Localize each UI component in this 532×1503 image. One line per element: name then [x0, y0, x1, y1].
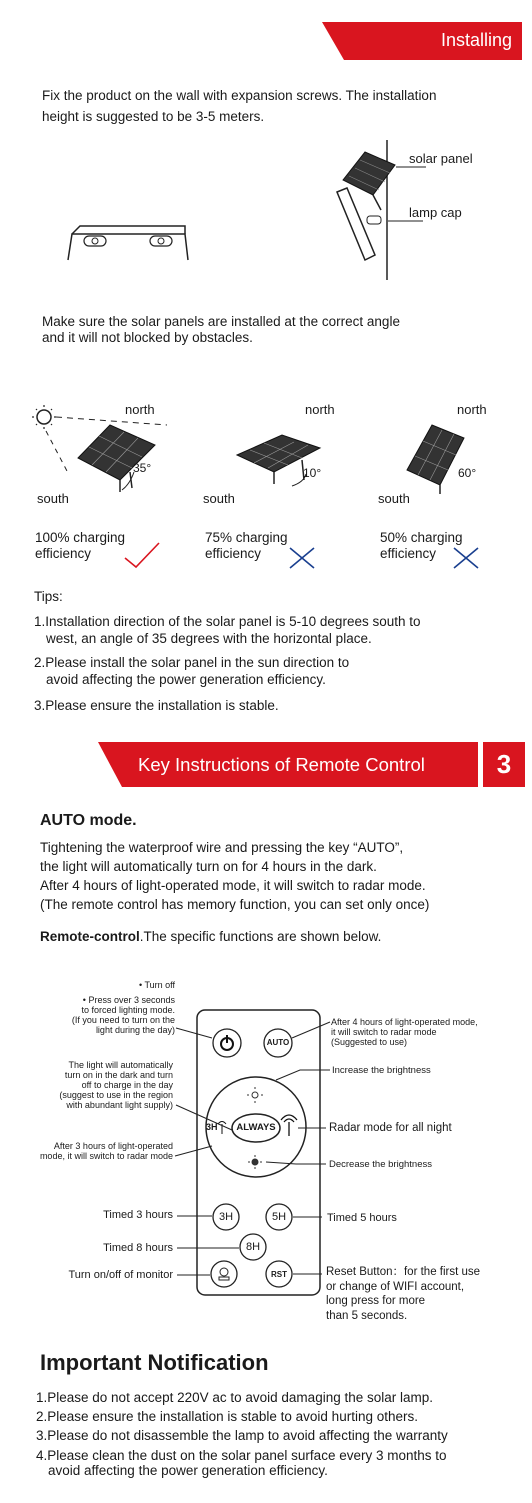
timer-5h-button[interactable]: 5H — [271, 1211, 287, 1223]
north-label: north — [305, 402, 335, 417]
cross-icon — [288, 546, 316, 570]
timed-5-label: Timed 5 hours — [327, 1212, 397, 1224]
auto-mode-text — [40, 838, 429, 914]
remote-banner — [98, 742, 478, 787]
angle-label: 10° — [303, 466, 322, 480]
auto-line: (The remote control has memory function, you can set only once) — [40, 897, 430, 912]
always-button[interactable]: ALWAYS — [236, 1122, 276, 1133]
left-3h-indicator: 3H — [206, 1122, 218, 1132]
check-icon — [122, 540, 162, 570]
force-light-label — [48, 995, 175, 1035]
angle-note-line: Make sure the solar panels are installed at the correct angle — [42, 314, 400, 329]
panel-10-illustration — [232, 430, 327, 490]
auto-button[interactable]: AUTO — [266, 1038, 290, 1047]
tip-1 — [34, 613, 421, 647]
angle-note-line: and it will not blocked by obstacles. — [42, 330, 253, 345]
south-label: south — [378, 491, 410, 506]
tip-line: 2.Please install the solar panel in the sun direction to — [34, 655, 350, 670]
label-line: Reset Button：for the first use — [326, 1266, 481, 1278]
installing-banner — [322, 22, 522, 60]
label-line: with abundant light supply) — [66, 1100, 173, 1110]
label-line: off to charge in the day — [81, 1080, 173, 1090]
efficiency-50 — [380, 530, 463, 562]
notification-list — [36, 1388, 448, 1478]
label-line: turn on in the dark and turn — [64, 1070, 173, 1080]
auto-line: Tightening the waterproof wire and pressing the key “AUTO”, — [40, 840, 404, 855]
notification-item: 1.Please do not accept 220V ac to avoid damaging the solar lamp. — [36, 1390, 434, 1405]
efficiency-75 — [205, 530, 288, 562]
label-lamp-cap: lamp cap — [409, 205, 462, 220]
rc-bold: Remote-control — [40, 929, 140, 944]
north-label: north — [457, 402, 487, 417]
notification-item: 3.Please do not disassemble the lamp to avoid affecting the warranty — [36, 1428, 448, 1443]
efficiency-100 — [35, 530, 125, 562]
intro-line: Fix the product on the wall with expansion screws. The installation — [42, 88, 437, 103]
efficiency-line: 50% charging — [380, 530, 463, 545]
remote-control-intro — [40, 929, 381, 944]
reset-button[interactable]: RST — [271, 1270, 287, 1279]
timed-3-label: Timed 3 hours — [103, 1209, 173, 1221]
panel-60-illustration — [402, 420, 472, 495]
install-intro — [42, 85, 512, 127]
leader-line — [396, 164, 426, 170]
panel-35-illustration — [70, 420, 165, 495]
reset-label — [326, 1265, 480, 1323]
wall-bracket-illustration — [60, 222, 195, 267]
intro-line: height is suggested to be 3-5 meters. — [42, 109, 265, 124]
cross-icon — [452, 546, 480, 570]
notification-item: avoid affecting the power generation efficiency. — [48, 1463, 328, 1478]
label-line: than 5 seconds. — [326, 1309, 408, 1322]
label-line: After 3 hours of light-operated — [53, 1141, 173, 1151]
label-line: light during the day) — [95, 1025, 175, 1035]
south-label: south — [203, 491, 235, 506]
auto-mode-label — [331, 1017, 478, 1047]
monitor-label: Turn on/off of monitor — [68, 1269, 173, 1281]
decrease-label: Decrease the brightness — [329, 1159, 432, 1170]
north-label: north — [125, 402, 155, 417]
increase-label: Increase the brightness — [332, 1065, 431, 1076]
south-label: south — [37, 491, 69, 506]
label-line: mode, it will switch to radar mode — [39, 1151, 173, 1161]
auto-line: the light will automatically turn on for 4 hours in the dark. — [40, 859, 377, 874]
section-number: 3 — [483, 742, 525, 787]
label-line: or change of WIFI account, — [326, 1280, 465, 1293]
always-label — [36, 1060, 173, 1110]
radar-label: Radar mode for all night — [329, 1122, 452, 1134]
tip-line: 1.Installation direction of the solar panel is 5-10 degrees south to — [34, 614, 421, 629]
tip-3: 3.Please ensure the installation is stable. — [34, 698, 279, 713]
angle-label: 60° — [458, 466, 477, 480]
tip-line: west, an angle of 35 degrees with the horizontal place. — [46, 631, 372, 646]
three-hour-radar-label — [18, 1141, 173, 1161]
leader-line — [388, 218, 423, 224]
label-line: long press for more — [326, 1295, 426, 1307]
label-line: it will switch to radar mode — [331, 1027, 437, 1037]
notification-title: Important Notification — [40, 1350, 269, 1375]
label-solar-panel: solar panel — [409, 151, 473, 166]
timer-3h-button[interactable]: 3H — [218, 1211, 234, 1223]
efficiency-line: efficiency — [380, 546, 437, 561]
timed-8-label: Timed 8 hours — [103, 1242, 173, 1254]
tips-title: Tips: — [34, 589, 63, 604]
tip-2 — [34, 654, 349, 688]
angle-label: 35° — [133, 461, 152, 475]
notification-item: 4.Please clean the dust on the solar panel surface every 3 months to — [36, 1448, 447, 1463]
remote-banner-title: Key Instructions of Remote Control — [138, 754, 425, 775]
label-line: After 4 hours of light-operated mode, — [331, 1017, 478, 1027]
efficiency-line: efficiency — [35, 546, 92, 561]
wall-lamp-illustration — [335, 140, 415, 280]
label-line: The light will automatically — [68, 1060, 173, 1070]
label-line: (suggest to use in the region — [59, 1090, 173, 1100]
turn-off-label: • Turn off — [138, 980, 175, 990]
label-line: • Press over 3 seconds — [82, 995, 175, 1005]
installing-title: Installing — [440, 30, 512, 50]
efficiency-line: efficiency — [205, 546, 262, 561]
timer-8h-button[interactable]: 8H — [245, 1241, 261, 1253]
efficiency-line: 75% charging — [205, 530, 288, 545]
angle-note — [42, 314, 400, 346]
auto-line: After 4 hours of light-operated mode, it will switch to radar mode. — [40, 878, 426, 893]
efficiency-line: 100% charging — [35, 530, 126, 545]
rc-rest: .The specific functions are shown below. — [139, 929, 382, 944]
label-line: (If you need to turn on the — [71, 1015, 175, 1025]
tip-line: avoid affecting the power generation efficiency. — [46, 672, 326, 687]
auto-mode-title: AUTO mode. — [40, 812, 137, 829]
notification-item: 2.Please ensure the installation is stable to avoid hurting others. — [36, 1409, 418, 1424]
label-line: to forced lighting mode. — [81, 1005, 175, 1015]
label-line: (Suggested to use) — [331, 1037, 408, 1047]
